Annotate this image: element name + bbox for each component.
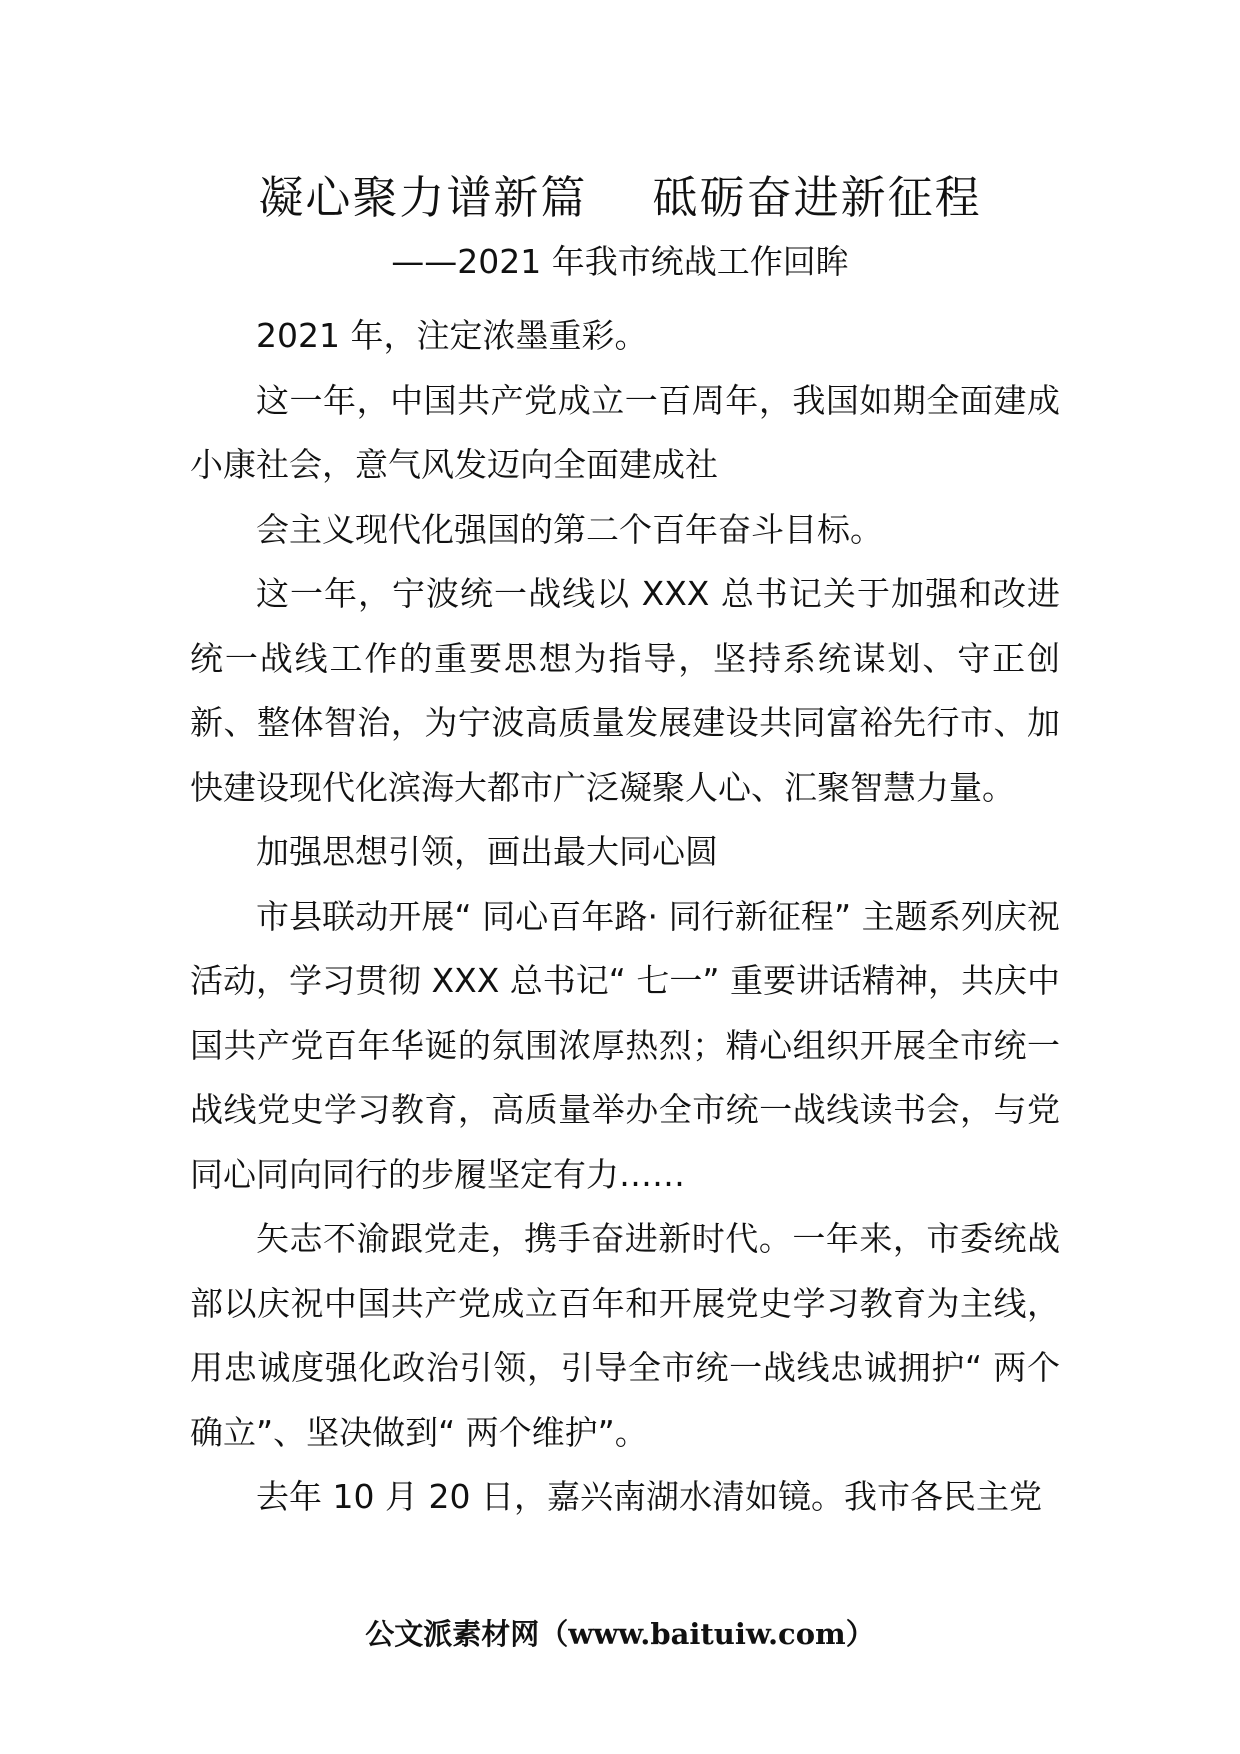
paragraph: 这一年，中国共产党成立一百周年，我国如期全面建成小康社会，意气风发迈向全面建成社 [190, 380, 1060, 484]
paragraph: 2021 年，注定浓墨重彩。 [256, 316, 648, 355]
paragraph: 矢志不渝跟党走，携手奋进新时代。一年来，市委统战部以庆祝中国共产党成立百年和开展党史学习教育为主线，用忠诚度强化政治引领，引导全市统一战线忠诚拥护“ 两个确立”、坚决做到“ 两个维护”。 [190, 1219, 1060, 1452]
document-title: 凝心聚力谱新篇 砥砺奋进新征程 [258, 171, 982, 224]
document-subtitle: ——2021 年我市统战工作回眸 [391, 242, 849, 281]
paragraph: 去年 10 月 20 日，嘉兴南湖水清如镜。我市各民主党 [256, 1477, 1042, 1516]
paragraph: 会主义现代化强国的第二个百年奋斗目标。 [256, 509, 883, 549]
document-body [190, 304, 1060, 1530]
paragraph: 这一年，宁波统一战线以 XXX 总书记关于加强和改进统一战线工作的重要思想为指导，坚持系统谋划、守正创新、整体智治，为宁波高质量发展建设共同富裕先行市、加快建设现代化滨海大都市广泛凝聚人心、汇聚智慧力量。 [190, 574, 1060, 807]
paragraph: 市县联动开展“ 同心百年路· 同行新征程” 主题系列庆祝活动，学习贯彻 XXX 总书记“ 七一” 重要讲话精神，共庆中国共产党百年华诞的氛围浓厚热烈；精心组织开展全市统一战线党史学习教育，高质量举办全市统一战线读书会，与党同心同向同行的步履坚定有力…… [190, 896, 1060, 1194]
section-heading: 加强思想引领，画出最大同心圆 [256, 832, 718, 871]
footer-watermark: 公文派素材网（www.baituiw.com） [365, 1617, 875, 1651]
